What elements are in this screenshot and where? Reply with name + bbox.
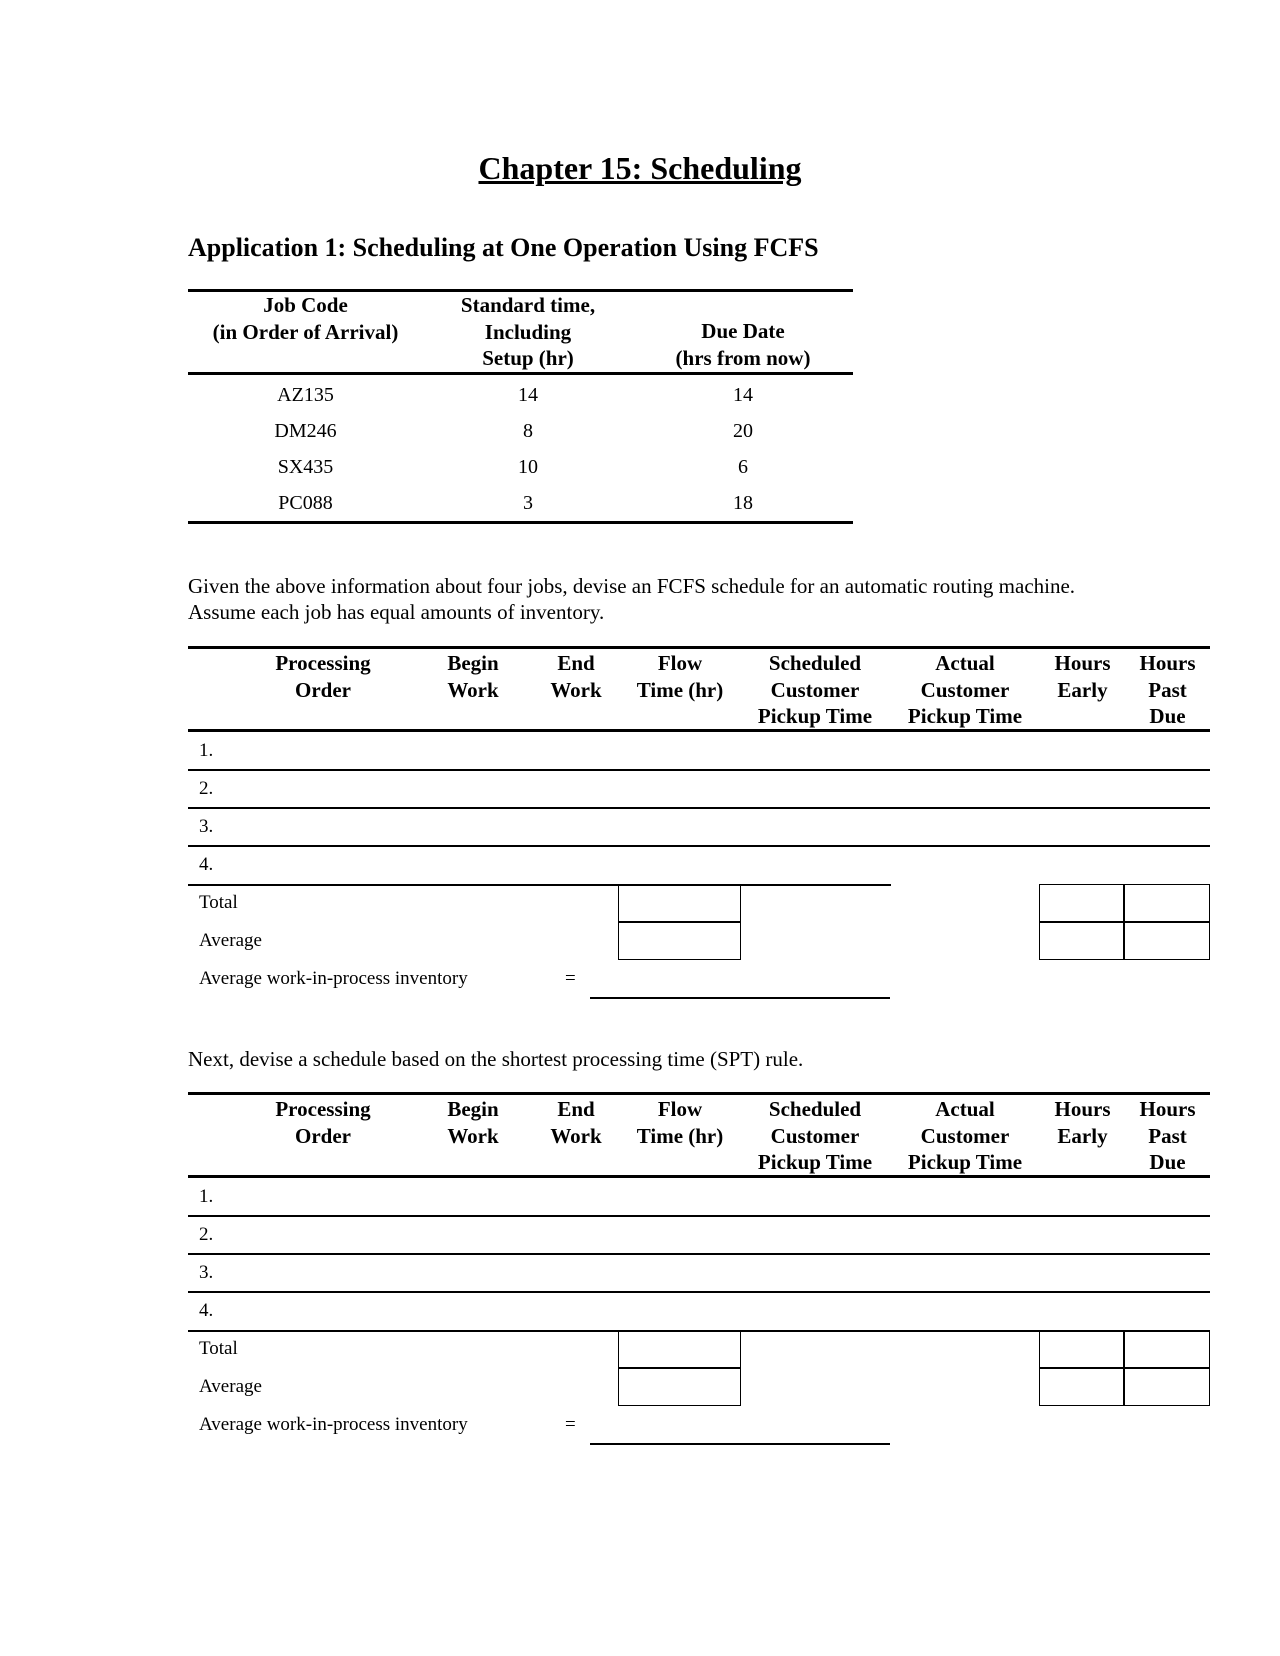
row-label: 1. — [199, 740, 214, 761]
table-row: SX435 10 6 — [277, 456, 748, 478]
row-label: 4. — [199, 1300, 214, 1321]
col-due-date: Due Date (hrs from now) — [675, 319, 811, 370]
col-processing-order: Processing Order — [275, 651, 371, 702]
average-label: Average — [199, 930, 262, 951]
equals-sign: = — [565, 968, 576, 989]
col-begin-work: Begin Work — [447, 651, 499, 702]
col-end-work: End Work — [550, 651, 602, 702]
col-actual-pickup: Actual Customer Pickup Time — [907, 1097, 1023, 1174]
hours-past-due-average-cell[interactable] — [1123, 1367, 1210, 1406]
table-row: PC088 3 18 — [278, 492, 753, 514]
application-title: Application 1: Scheduling at One Operation Using FCFS — [188, 233, 819, 262]
col-hours-early: Hours Early — [1054, 1097, 1111, 1148]
col-actual-pickup: Actual Customer Pickup Time — [907, 651, 1023, 728]
row-label: 2. — [199, 1224, 214, 1245]
col-scheduled-pickup: Scheduled Customer Pickup Time — [757, 651, 873, 728]
col-standard-time: Standard time, Including Setup (hr) — [460, 293, 596, 370]
average-label: Average — [199, 1376, 262, 1397]
col-flow-time: Flow Time (hr) — [636, 651, 724, 702]
flow-time-average-cell[interactable] — [618, 921, 741, 960]
row-label: 4. — [199, 854, 214, 875]
table-row: DM246 8 20 — [274, 420, 753, 442]
col-hours-past-due: Hours Past Due — [1139, 651, 1196, 728]
col-job-code: Job Code (in Order of Arrival) — [212, 293, 399, 344]
row-label: 3. — [199, 816, 214, 837]
hours-early-average-cell[interactable] — [1039, 921, 1125, 960]
paragraph-fcfs: Given the above information about four jobs, devise an FCFS schedule for an automatic routing machine. Assume each job has equal amounts of inventory. — [188, 574, 1076, 624]
total-label: Total — [199, 892, 238, 913]
hours-early-average-cell[interactable] — [1039, 1367, 1125, 1406]
col-scheduled-pickup: Scheduled Customer Pickup Time — [757, 1097, 873, 1174]
hours-past-due-total-cell[interactable] — [1123, 884, 1210, 923]
wip-answer-line[interactable] — [590, 997, 890, 999]
flow-time-average-cell[interactable] — [618, 1367, 741, 1406]
flow-time-total-cell[interactable] — [618, 1330, 741, 1369]
col-processing-order: Processing Order — [275, 1097, 371, 1148]
wip-answer-line[interactable] — [590, 1443, 890, 1445]
flow-time-total-cell[interactable] — [618, 884, 741, 923]
hours-early-total-cell[interactable] — [1039, 884, 1125, 923]
col-hours-early: Hours Early — [1054, 651, 1111, 702]
col-end-work: End Work — [550, 1097, 602, 1148]
hours-early-total-cell[interactable] — [1039, 1330, 1125, 1369]
wip-label: Average work-in-process inventory — [199, 1414, 468, 1435]
row-label: 1. — [199, 1186, 214, 1207]
row-label: 3. — [199, 1262, 214, 1283]
col-hours-past-due: Hours Past Due — [1139, 1097, 1196, 1174]
col-begin-work: Begin Work — [447, 1097, 499, 1148]
paragraph-spt: Next, devise a schedule based on the shortest processing time (SPT) rule. — [188, 1047, 804, 1071]
hours-past-due-average-cell[interactable] — [1123, 921, 1210, 960]
wip-label: Average work-in-process inventory — [199, 968, 468, 989]
col-flow-time: Flow Time (hr) — [636, 1097, 724, 1148]
table-row: AZ135 14 14 — [277, 384, 753, 406]
total-label: Total — [199, 1338, 238, 1359]
equals-sign: = — [565, 1414, 576, 1435]
row-label: 2. — [199, 778, 214, 799]
page-title: Chapter 15: Scheduling — [478, 150, 802, 186]
hours-past-due-total-cell[interactable] — [1123, 1330, 1210, 1369]
